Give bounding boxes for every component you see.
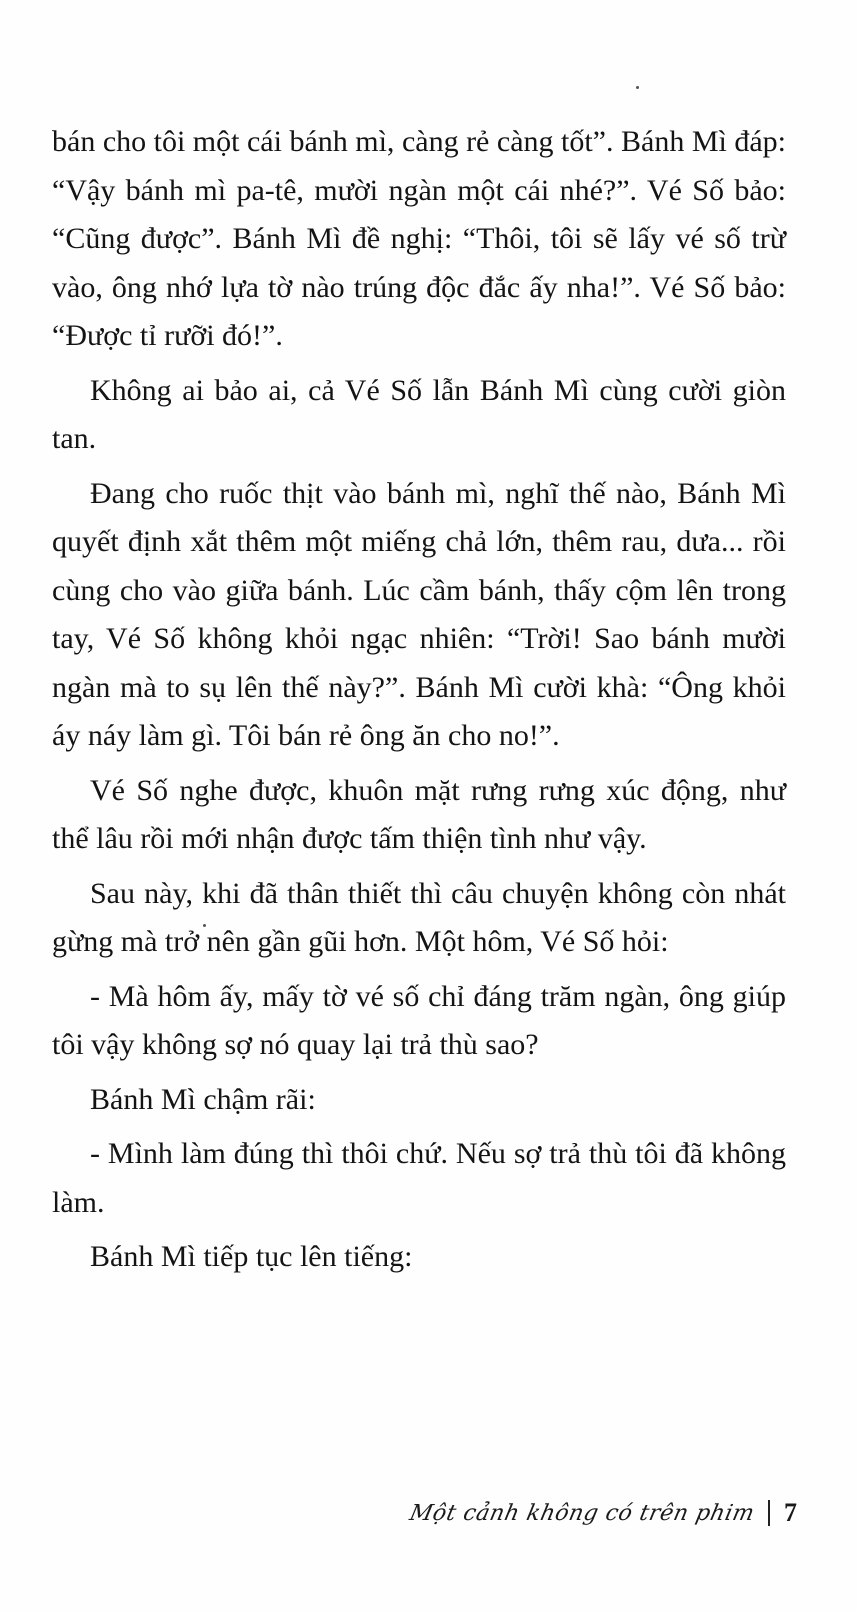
paragraph: Bánh Mì chậm rãi:	[90, 1082, 316, 1116]
paragraph: Bánh Mì tiếp tục lên tiếng:	[90, 1240, 413, 1273]
footer-separator	[768, 1500, 770, 1526]
dialogue-paragraph: - Mà hôm ấy, mấy tờ vé số chỉ đáng trăm ngàn, ông giúp tôi vậy không sợ nó quay lại trả thù sao?	[52, 979, 786, 1061]
page-footer	[407, 1488, 797, 1538]
paragraph-continued: bán cho tôi một cái bánh mì, càng rẻ càng tốt”. Bánh Mì đáp: “Vậy bánh mì pa-tê, mười ngàn một cái nhé?”. Vé Số bảo: “Cũng được”. Bánh Mì đề nghị: “Thôi, tôi sẽ lấy vé số trừ vào, ông nhớ lựa tờ nào trúng độc đắc ấy nha!”. Vé Số bảo: “Được tỉ rưỡi đó!”.	[52, 125, 786, 352]
print-speck	[636, 86, 639, 89]
running-book-title: Một cảnh không có trên phim	[407, 1500, 757, 1526]
page-body-text	[52, 118, 786, 1288]
paragraph: Vé Số nghe được, khuôn mặt rưng rưng xúc động, như thể lâu rồi mới nhận được tấm thiện tình như vậy.	[52, 773, 786, 855]
dialogue-paragraph: - Mình làm đúng thì thôi chứ. Nếu sợ trả thù tôi đã không làm.	[52, 1137, 786, 1219]
paragraph: Đang cho ruốc thịt vào bánh mì, nghĩ thế nào, Bánh Mì quyết định xắt thêm một miếng chả lớn, thêm rau, dưa... rồi cùng cho vào giữa bánh. Lúc cầm bánh, thấy cộm lên trong tay, Vé Số không khỏi ngạc nhiên: “Trời! Sao bánh mười ngàn mà to sụ lên thế này?”. Bánh Mì cười khà: “Ông khỏi áy náy làm gì. Tôi bán rẻ ông ăn cho no!”.	[52, 476, 786, 752]
page-number: 7	[784, 1498, 797, 1527]
paragraph: Sau này, khi đã thân thiết thì câu chuyện không còn nhát gừng mà trở nên gần gũi hơn. Một hôm, Vé Số hỏi:	[52, 876, 786, 958]
paragraph: Không ai bảo ai, cả Vé Số lẫn Bánh Mì cùng cười giòn tan.	[52, 373, 786, 455]
